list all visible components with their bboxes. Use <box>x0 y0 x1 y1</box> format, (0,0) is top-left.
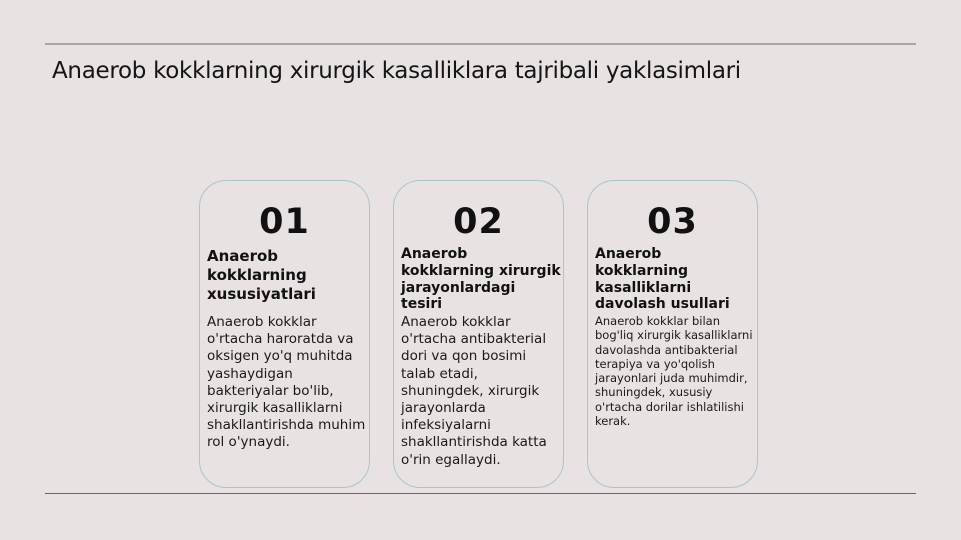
card-body: Anaerob kokklar bilan bog'liq xirurgik kasalliklarni davolashda antibakterial terapiya va yo'qolish jarayonlari juda muhimdir, shuningdek, xususiy o'rtacha dorilar ishlatilishi kerak. <box>595 314 753 429</box>
card-number: 01 <box>259 202 310 242</box>
card-heading: Anaerob kokklarning kasalliklarni davolash usullari <box>595 246 730 313</box>
bottom-divider <box>45 493 916 494</box>
top-divider <box>45 43 916 45</box>
slide-title: Anaerob kokklarning xirurgik kasalliklara tajribali yaklasimlari <box>52 58 741 84</box>
card-body: Anaerob kokklar o'rtacha antibakterial dori va qon bosimi talab etadi, shuningdek, xirurgik jarayonlarda infeksiyalarni shakllantirishda katta o'rin egallaydi. <box>401 314 547 468</box>
card-03 <box>587 180 758 488</box>
card-number: 03 <box>647 202 698 242</box>
card-heading: Anaerob kokklarning xususiyatlari <box>207 247 316 303</box>
card-02 <box>393 180 564 488</box>
card-body: Anaerob kokklar o'rtacha haroratda va oksigen yo'q muhitda yashaydigan bakteriyalar bo'lib, xirurgik kasalliklarni shakllantirishda muhim rol o'ynaydi. <box>207 314 366 451</box>
card-heading: Anaerob kokklarning xirurgik jarayonlardagi tesiri <box>401 246 561 313</box>
card-01 <box>199 180 370 488</box>
card-number: 02 <box>453 202 504 242</box>
